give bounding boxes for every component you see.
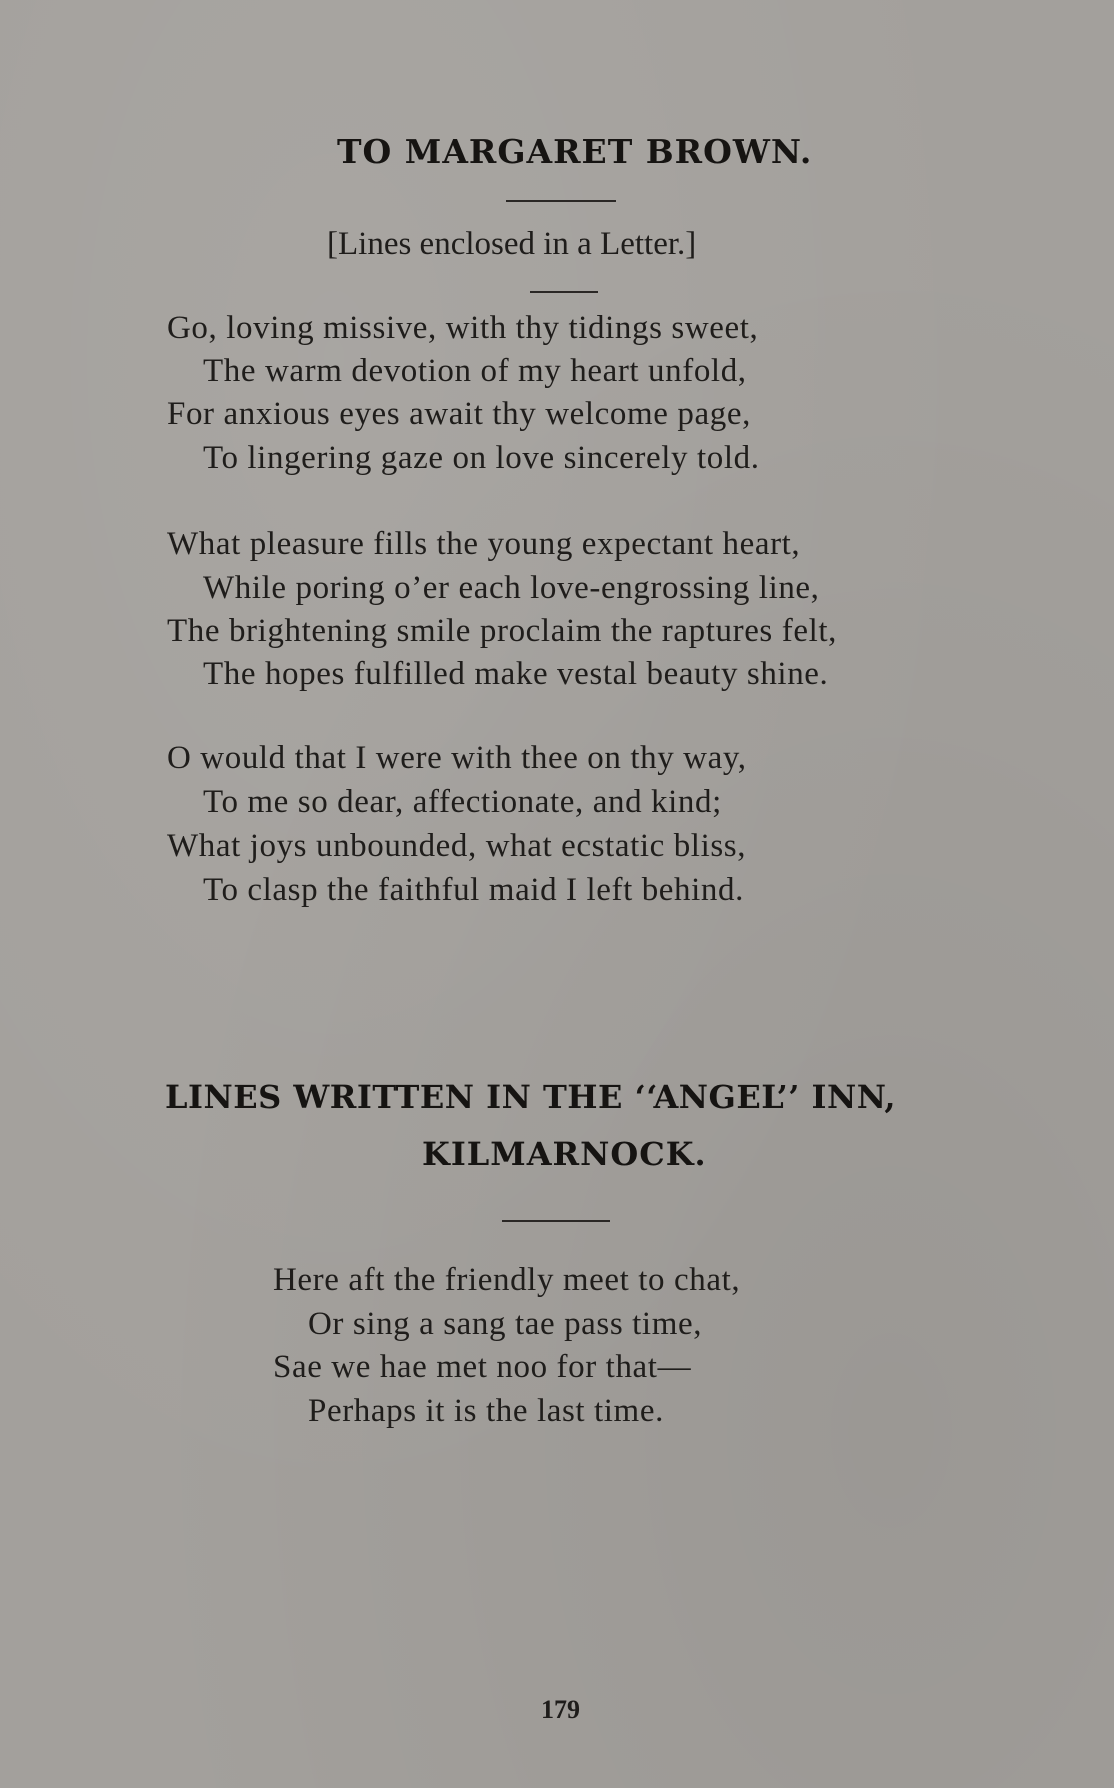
verse-line: Go, loving missive, with thy tidings sweet, <box>167 310 759 346</box>
verse-line: To lingering gaze on love sincerely told. <box>203 440 760 476</box>
page-number: 179 <box>541 1695 580 1724</box>
verse-line: The brightening smile proclaim the raptures felt, <box>167 613 837 649</box>
verse-line: Or sing a sang tae pass time, <box>308 1306 703 1342</box>
verse-line: For anxious eyes await thy welcome page, <box>167 396 751 432</box>
title-divider <box>502 1220 610 1222</box>
poem-title: TO MARGARET BROWN. <box>337 132 813 171</box>
verse-line: Sae we hae met noo for that— <box>273 1349 692 1385</box>
poem-title-line: LINES WRITTEN IN THE ‘‘ANGEL’’ INN, <box>165 1078 897 1116</box>
verse-line: Here aft the friendly meet to chat, <box>273 1262 741 1298</box>
verse-line: To clasp the faithful maid I left behind. <box>203 872 744 908</box>
poem-title-line: KILMARNOCK. <box>422 1135 707 1173</box>
verse-line: What pleasure fills the young expectant heart, <box>167 526 801 562</box>
verse-line: The hopes fulfilled make vestal beauty shine. <box>203 656 829 692</box>
verse-line: Perhaps it is the last time. <box>308 1393 664 1429</box>
verse-line: What joys unbounded, what ecstatic bliss, <box>167 828 747 864</box>
verse-line: While poring o’er each love-engrossing line, <box>203 570 820 606</box>
title-divider <box>506 200 616 202</box>
subtitle-divider <box>530 291 598 293</box>
verse-line: To me so dear, affectionate, and kind; <box>203 784 722 820</box>
poem-subtitle: [Lines enclosed in a Letter.] <box>327 226 697 262</box>
verse-line: The warm devotion of my heart unfold, <box>203 353 747 389</box>
verse-line: O would that I were with thee on thy way, <box>167 740 747 776</box>
